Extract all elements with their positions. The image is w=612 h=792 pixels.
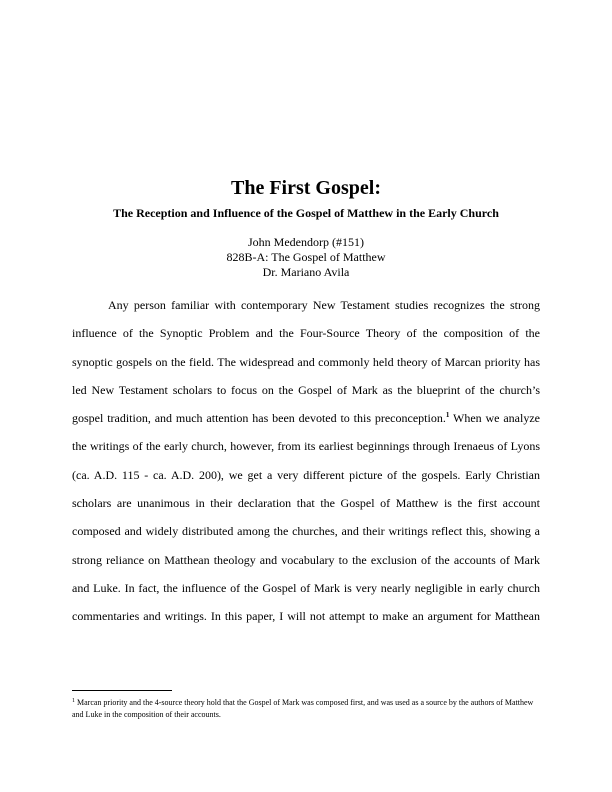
- author-name: John Medendorp (#151): [248, 235, 364, 249]
- body-line: commentaries and writings. In this paper, I will not attempt to make an argument for Matthean: [72, 609, 540, 624]
- body-line: led New Testament scholars to focus on the Gospel of Mark as the blueprint of the church’s: [72, 382, 540, 397]
- author-block: [0, 235, 612, 280]
- body-line: scholars are unanimous in their declaration that the Gospel of Matthew is the first account: [72, 496, 540, 511]
- footnote-number: 1: [72, 698, 75, 704]
- body-line: strong reliance on Matthean theology and vocabulary to the exclusion of the accounts of Mark: [72, 552, 540, 567]
- instructor-name: Dr. Mariano Avila: [262, 265, 350, 279]
- body-line: (ca. A.D. 115 - ca. A.D. 200), we get a very different picture of the gospels. Early Christian: [72, 467, 540, 482]
- body-line-with-footnote: [72, 404, 540, 432]
- paper-subtitle: The Reception and Influence of the Gospel of Matthew in the Early Church: [113, 206, 499, 220]
- body-line: influence of the Synoptic Problem and the Four-Source Theory of the composition of the: [72, 326, 540, 341]
- body-line-text: gospel tradition, and much attention has been devoted to this preconception.: [72, 411, 446, 426]
- body-line: and Luke. In fact, the influence of the Gospel of Mark is very nearly negligible in early church: [72, 580, 540, 595]
- body-line-continuation: When we analyze: [449, 411, 540, 426]
- body-line: synoptic gospels on the field. The widespread and commonly held theory of Marcan priority has: [72, 354, 540, 369]
- paper-title: The First Gospel:: [231, 177, 381, 199]
- body-line: the writings of the early church, however, from its earliest beginnings through Irenaeus of Lyons: [72, 439, 540, 454]
- course-name: 828B-A: The Gospel of Matthew: [226, 250, 386, 264]
- footnote-reference[interactable]: 1: [445, 411, 450, 420]
- footnote-text: Marcan priority and the 4-source theory hold that the Gospel of Mark was composed first, and was used as a source by the authors of Matthew and Luke in the composition of their accounts.: [72, 698, 534, 719]
- body-paragraph: [72, 291, 540, 631]
- body-line: Any person familiar with contemporary New Testament studies recognizes the strong: [108, 298, 540, 312]
- footnote: [72, 697, 540, 721]
- body-line: composed and widely distributed among the churches, and their writings reflect this, showing a: [72, 524, 540, 539]
- footnote-divider: [72, 690, 172, 691]
